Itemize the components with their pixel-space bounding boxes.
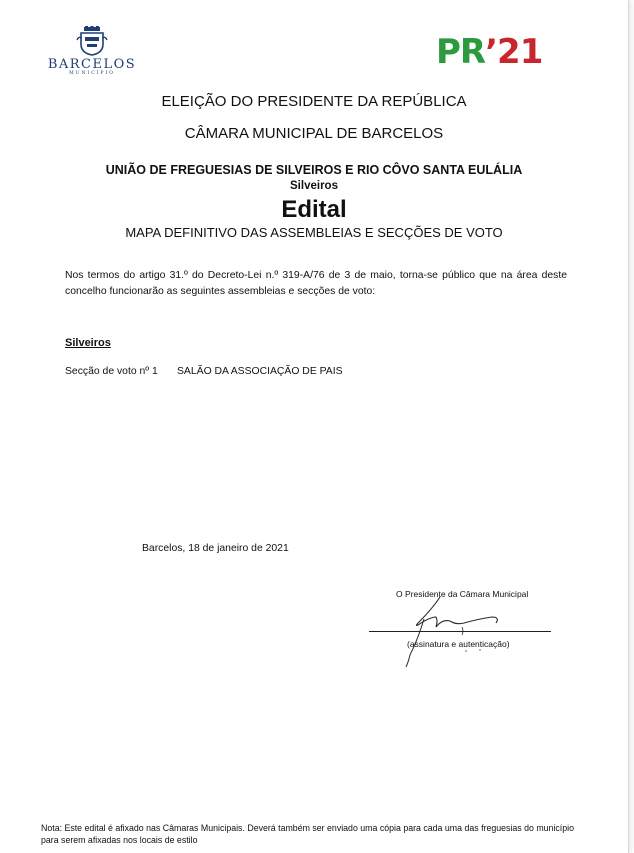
pr21-logo — [436, 34, 558, 70]
signature-note: (assinatura e autenticação) — [407, 639, 510, 649]
election-heading: ELEIÇÃO DO PRESIDENTE DA REPÚBLICA — [161, 93, 467, 110]
president-label: O Presidente da Câmara Municipal — [396, 589, 529, 599]
footnote: Nota: Este edital é afixado nas Câmaras Municipais. Deverá também ser enviado uma cópia para cada uma das freguesias do município para serem afixadas nos locais de estilo — [41, 823, 574, 845]
pr21-logo-apostrophe-icon: ’ — [485, 32, 498, 72]
signature-scribble-icon — [380, 595, 520, 670]
barcelos-logo-subtitle: MUNICÍPIO — [69, 71, 115, 76]
voting-section-label: Secção de voto nº 1 — [65, 366, 158, 377]
council-heading: CÂMARA MUNICIPAL DE BARCELOS — [184, 125, 444, 142]
voting-section-place: SALÃO DA ASSOCIAÇÃO DE PAIS — [177, 366, 343, 377]
barcelos-logo-city: BARCELOS — [47, 57, 137, 72]
document-subtitle: MAPA DEFINITIVO DAS ASSEMBLEIAS E SECÇÕES DE VOTO — [125, 225, 503, 240]
date-line: Barcelos, 18 de janeiro de 2021 — [142, 543, 289, 554]
parish-union-heading: UNIÃO DE FREGUESIAS DE SILVEIROS E RIO CÔVO SANTA EULÁLIA — [105, 163, 523, 177]
barcelos-logo — [44, 26, 140, 82]
parish-heading: Silveiros — [65, 337, 111, 349]
signature-line — [369, 631, 551, 632]
intro-paragraph: Nos termos do artigo 31.º do Decreto-Lei n.º 319-A/76 de 3 de maio, torna-se público que na área deste concelho funcionarão as seguintes assembleias e secções de voto: — [65, 270, 567, 297]
barcelos-crest-icon — [75, 26, 109, 56]
pr21-logo-prefix: PR — [436, 32, 486, 72]
pr21-logo-number: 21 — [497, 32, 543, 72]
page-title: Edital — [281, 196, 347, 223]
parish-subheading: Silveiros — [290, 180, 338, 192]
